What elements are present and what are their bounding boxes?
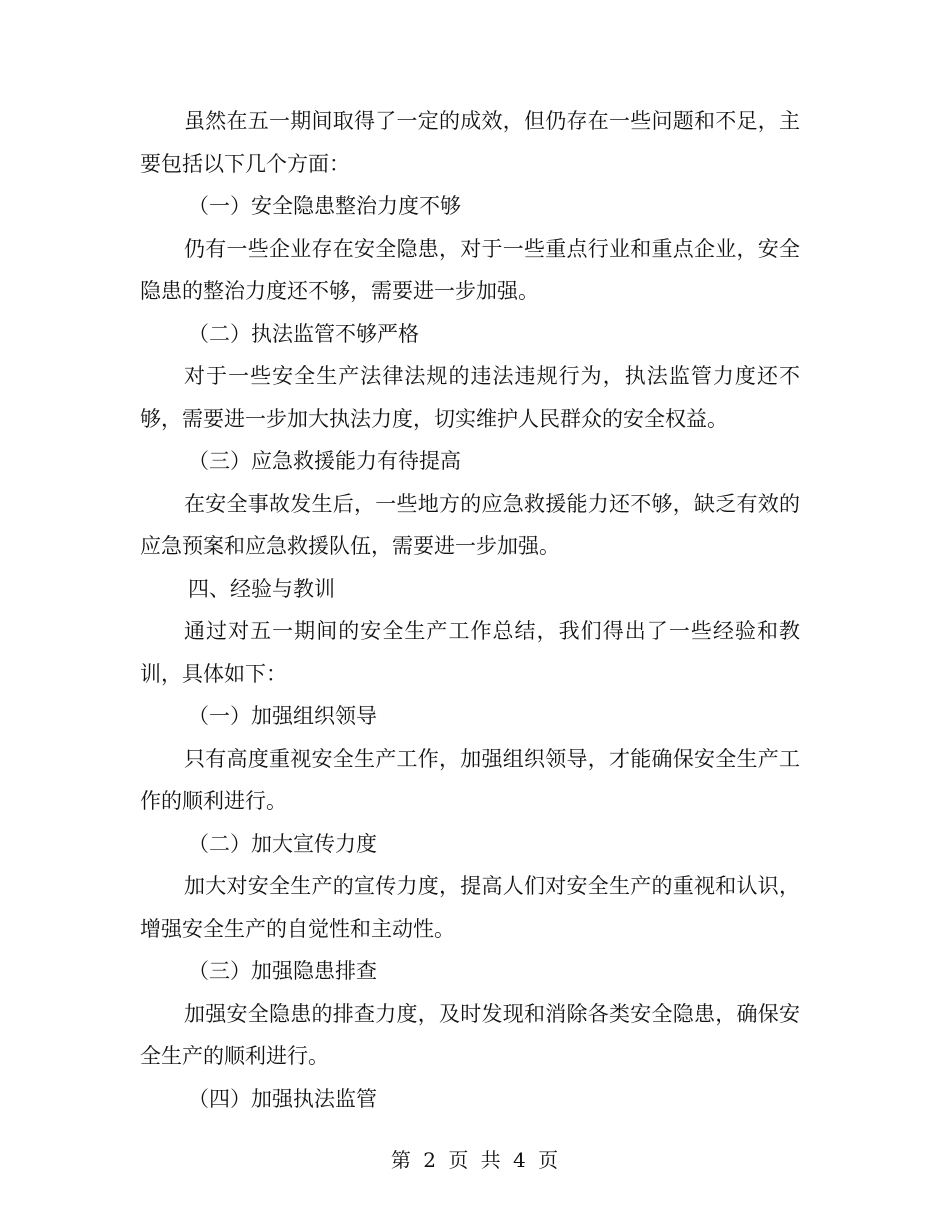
- section-heading: （二）加大宣传力度: [188, 831, 377, 856]
- paragraph: 只有高度重视安全生产工作，加强组织领导，才能确保安全生产工作的顺利进行。: [140, 746, 800, 813]
- paragraph: 加大对安全生产的宣传力度，提高人们对安全生产的重视和认识，增强安全生产的自觉性和主动性。: [140, 874, 800, 941]
- section-heading: （四）加强执法监管: [188, 1086, 377, 1111]
- paragraph: 在安全事故发生后，一些地方的应急救援能力还不够，缺乏有效的应急预案和应急救援队伍，需要进一步加强。: [140, 491, 800, 558]
- paragraph: 对于一些安全生产法律法规的违法违规行为，执法监管力度还不够，需要进一步加大执法力度，切实维护人民群众的安全权益。: [140, 364, 800, 431]
- section-heading: （二）执法监管不够严格: [188, 321, 419, 346]
- chapter-heading: 四、经验与教训: [188, 576, 335, 601]
- section-heading: （一）安全隐患整治力度不够: [188, 194, 461, 218]
- document-body: [140, 100, 800, 1120]
- page-number-footer: 第 2 页 共 4 页: [390, 1148, 560, 1172]
- section-heading: （一）加强组织领导: [188, 704, 377, 728]
- paragraph: 加强安全隐患的排查力度，及时发现和消除各类安全隐患，确保安全生产的顺利进行。: [140, 1001, 800, 1068]
- paragraph: 虽然在五一期间取得了一定的成效，但仍存在一些问题和不足，主要包括以下几个方面：: [140, 109, 800, 176]
- section-heading: （三）应急救援能力有待提高: [188, 449, 461, 473]
- section-heading: （三）加强隐患排查: [188, 959, 377, 983]
- paragraph: 仍有一些企业存在安全隐患，对于一些重点行业和重点企业，安全隐患的整治力度还不够，需要进一步加强。: [140, 236, 800, 303]
- paragraph: 通过对五一期间的安全生产工作总结，我们得出了一些经验和教训，具体如下：: [140, 619, 800, 686]
